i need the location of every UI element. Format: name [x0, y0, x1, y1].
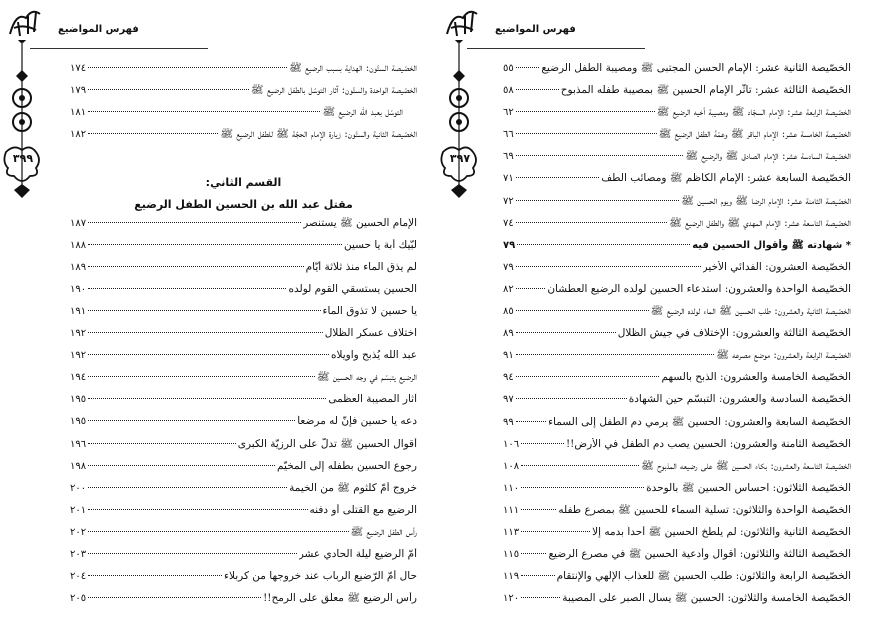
toc-entry-title: يا حسين لا تذوق الماء: [322, 304, 417, 317]
toc-entry[interactable]: [503, 128, 851, 150]
toc-entry-title: الخصّيصة الرابعة والثلاثون: طلب الحسين ﷺ للعذاب الإلهي والإنتقام: [556, 570, 851, 583]
toc-entry-title: الرضيع يتبسّم في وجه الحسين ﷺ: [316, 371, 417, 384]
dot-leader: [88, 133, 218, 134]
dot-leader: [88, 398, 326, 399]
header-rule: [467, 48, 645, 49]
toc-entry-title: التوسّل بعبد الله الرضيع ﷺ: [322, 106, 403, 119]
section-subheading: مقتل عبد الله بن الحسين الطفل الرضيع: [134, 198, 353, 212]
dot-leader: [516, 266, 701, 267]
calligraphy-logo-icon: [443, 4, 483, 42]
toc-entry-title: أمّ الرضيع ليلة الحادي عشر: [298, 547, 417, 560]
toc-entry[interactable]: [503, 305, 851, 327]
toc-entry-page: ١٧٤: [70, 63, 87, 74]
toc-entry[interactable]: [503, 84, 851, 106]
toc-entry[interactable]: [70, 84, 417, 106]
toc-entry-title: الخصّيصة الثانية والعشرون: طلب الحسين ﷺ الماء لولده الرضيع ﷺ: [650, 305, 851, 318]
dot-leader: [88, 354, 329, 355]
toc-entry[interactable]: [70, 415, 417, 437]
toc-entry-page: ١٩٥: [70, 416, 87, 428]
dot-leader: [88, 420, 295, 421]
toc-entry[interactable]: [503, 371, 851, 393]
toc-entry[interactable]: [70, 305, 417, 327]
toc-entry-page: ١٩٨: [70, 460, 87, 472]
running-header: فهرس المواضيع: [495, 24, 576, 35]
toc-entry[interactable]: [503, 504, 851, 526]
toc-entry-title: * شهادته ﷺ وأقوال الحسين فيه: [692, 239, 851, 251]
toc-entry-title: الخصّيصة الخامسة والثلاثون: الحسين ﷺ يسأل الصبر على المصيبة: [562, 592, 851, 605]
toc-entry[interactable]: [70, 460, 417, 482]
toc-entry-title: الخصّيصة الثانية والثلاثون: لم يلطّخ الحسين ﷺ أحداً بدمه إلّا: [592, 525, 851, 538]
dot-leader: [516, 155, 684, 156]
toc-entry[interactable]: [70, 393, 417, 415]
toc-entry[interactable]: [503, 416, 851, 438]
page-number: ٣٩٩: [12, 152, 34, 165]
dot-leader: [516, 133, 657, 134]
toc-entry[interactable]: [503, 195, 851, 217]
toc-list: [70, 62, 417, 614]
toc-entry-title: الخصّيصة الواحدة والثلاثون: تسلية السماء للحسين ﷺ بمصرع طفله: [558, 503, 851, 516]
toc-entry[interactable]: [503, 239, 851, 261]
dot-leader: [88, 266, 304, 267]
toc-entry-page: ١١١: [503, 504, 520, 516]
toc-entry-page: ١١٥: [503, 549, 520, 561]
toc-entry[interactable]: [70, 482, 417, 504]
dot-leader: [516, 421, 546, 422]
toc-entry-title: رجوع الحسين بطفله إلى المخيّم: [277, 459, 417, 472]
toc-entry-page: ٢٠٢: [70, 526, 87, 538]
toc-entry[interactable]: [70, 371, 417, 393]
toc-entry-title: خروج أمّ كلثوم ﷺ من الخيمة: [289, 481, 417, 494]
toc-entry-title: أقوال الحسين ﷺ تدلّ على الرزيّة الكبرى: [237, 437, 417, 450]
toc-entry-page: ١٨٧: [70, 217, 87, 229]
toc-entry-title: رأس الرضيع ﷺ معلّق على الرمح!!: [263, 592, 417, 605]
toc-entry-title: الحسين يستسقي القوم لولده: [288, 282, 417, 295]
dot-leader: [516, 376, 660, 377]
toc-entry-page: ٨٥: [503, 306, 514, 318]
dot-leader: [521, 509, 556, 510]
toc-entry-title: الخصّيصة الثانية والستّون: زيارة الإمام الحجّة ﷺ للطفل الرضيع ﷺ: [220, 128, 417, 141]
dot-leader: [88, 531, 348, 532]
toc-entry[interactable]: [70, 349, 417, 371]
toc-entry-title: الخصّيصة الرابعة والعشرون: موضع مصرعه ﷺ: [716, 349, 851, 362]
toc-entry-title: الخصّيصة السابعة عشر: الإمام الكاظم ﷺ ومصائب الطف: [601, 172, 851, 185]
dot-leader: [516, 177, 600, 178]
toc-entry-title: الخصّيصة السادسة عشر: الإمام الصادق ﷺ والرضيع ﷺ: [685, 150, 851, 163]
toc-entry[interactable]: [70, 570, 417, 592]
dot-leader: [521, 553, 546, 554]
dot-leader: [516, 288, 546, 289]
toc-entry-title: الخصّيصة الرابعة عشر: الإمام السجّاد ﷺ ومصيبة أخيه الرضيع ﷺ: [656, 106, 851, 119]
dot-leader: [88, 597, 261, 598]
dot-leader: [521, 531, 590, 532]
toc-entry-page: ١٩٢: [70, 328, 87, 340]
dot-leader: [88, 222, 301, 223]
toc-entry-page: ١٨٩: [70, 261, 87, 273]
dot-leader: [88, 111, 320, 112]
toc-entry-page: ١٨٨: [70, 239, 87, 251]
toc-entry-title: الخصّيصة الخامسة والعشرون: الذبح بالسهم: [661, 371, 851, 384]
toc-entry-page: ١٨٢: [70, 129, 87, 141]
toc-entry-page: ٩٤: [503, 372, 514, 384]
dot-leader: [521, 575, 555, 576]
toc-entry[interactable]: [70, 261, 417, 283]
toc-entry[interactable]: [503, 62, 851, 84]
toc-entry[interactable]: [70, 438, 417, 460]
toc-entry-title: الخصّيصة الستّون: الهداية بسبب الرضيع ﷺ: [289, 62, 417, 74]
toc-entry-page: ٢٠٣: [70, 548, 87, 560]
toc-entry-title: لبّيك أبة يا حسين: [343, 238, 417, 251]
toc-entry-page: ٨٢: [503, 283, 514, 295]
toc-entry-page: ٢٠٠: [70, 482, 87, 494]
toc-entry[interactable]: [70, 526, 417, 548]
header-rule: [30, 48, 208, 49]
toc-entry-title: عبد الله يُذبح واويلاه: [330, 349, 417, 362]
toc-entry-page: ١١٣: [503, 526, 520, 538]
ornament-icon: [437, 40, 481, 200]
toc-entry-page: ٦٩: [503, 151, 514, 163]
page-number: ٣٩٧: [449, 152, 471, 165]
toc-entry-title: الخصّيصة التاسعة والعشرون: بكاء الحسين ﷺ على رضيعه المذبوح ﷺ: [641, 459, 851, 472]
toc-entry[interactable]: [503, 327, 851, 349]
ornament-icon: [0, 40, 44, 200]
toc-entry[interactable]: [503, 283, 851, 305]
dot-leader: [88, 67, 287, 68]
toc-entry[interactable]: [70, 548, 417, 570]
dot-leader: [88, 465, 275, 466]
toc-entry-page: ٢٠٥: [70, 593, 87, 605]
toc-entry-page: ١٩٠: [70, 283, 87, 295]
toc-entry-page: ١٩٢: [70, 350, 87, 362]
toc-entry-title: الخصّيصة الثلاثون: احساس الحسين ﷺ بالوحدة: [646, 481, 851, 494]
dot-leader: [521, 597, 560, 598]
dot-leader: [516, 111, 655, 112]
dot-leader: [88, 487, 287, 488]
toc-entry[interactable]: [70, 239, 417, 261]
toc-entry-title: الخصّيصة الخامسة عشر: الإمام الباقر ﷺ وعمّهُ الطفل الرضيع ﷺ: [658, 128, 851, 141]
toc-entry-page: ١٢٠: [503, 593, 520, 605]
dot-leader: [521, 465, 639, 466]
toc-entry-title: الخصّيصة الواحدة والعشرون: استدعاء الحسين لولده الرضيع العطشان: [547, 282, 851, 295]
dot-leader: [517, 244, 690, 245]
toc-entry[interactable]: [503, 261, 851, 283]
toc-entry-page: ١١٠: [503, 482, 520, 494]
toc-entry-page: ١٨١: [70, 107, 87, 119]
toc-entry-title: لم يذق الماء منذ ثلاثة أيّام: [305, 260, 417, 273]
dot-leader: [88, 332, 323, 333]
toc-entry-title: الخصّيصة الثالثة والعشرون: الإختلاف في جيش الظلال: [617, 327, 851, 340]
toc-entry-page: ١٩٥: [70, 394, 87, 406]
dot-leader: [516, 200, 679, 201]
toc-entry[interactable]: [503, 150, 851, 172]
toc-entry-title: الخصّيصة الثالثة والثلاثون: أقوال وأدعية الحسين ﷺ في مصرع الرضيع: [548, 548, 851, 561]
toc-entry-title: الخصّيصة الثامنة عشر: الإمام الرضا ﷺ ويوم الحسين ﷺ: [681, 194, 851, 207]
toc-entry[interactable]: [503, 570, 851, 592]
toc-entry-page: ٩٩: [503, 416, 514, 428]
toc-entry-page: ١٩٤: [70, 372, 87, 384]
toc-entry-page: ١١٩: [503, 571, 520, 583]
toc-entry-title: الرضيع مع القتلى أو دفنه: [309, 503, 417, 516]
toc-entry-title: الخصّيصة الثامنة والعشرون: الحسين يصب دم الطفل في الأرض!!: [565, 437, 851, 450]
toc-entry[interactable]: [503, 438, 851, 460]
toc-entry-title: حال أمّ الرّضيع الرباب عند خروجها من كربلاء: [224, 570, 417, 583]
dot-leader: [88, 575, 222, 576]
toc-entry-page: ١٩١: [70, 305, 87, 317]
dot-leader: [88, 443, 236, 444]
toc-entry[interactable]: [503, 482, 851, 504]
toc-entry-page: ٧١: [503, 173, 514, 185]
dot-leader: [88, 244, 342, 245]
toc-entry-page: ١٧٩: [70, 85, 87, 97]
dot-leader: [516, 310, 649, 311]
dot-leader: [88, 376, 315, 377]
dot-leader: [516, 89, 559, 90]
toc-entry-page: ١٩٦: [70, 438, 87, 450]
dot-leader: [88, 288, 286, 289]
toc-entry-page: ٧٢: [503, 195, 514, 207]
toc-entry[interactable]: [70, 62, 417, 84]
toc-entry[interactable]: [70, 217, 417, 239]
toc-entry-title: الخصّيصة الثالثة عشر: تأثّر الإمام الحسين ﷺ بمصيبة طفله المذبوح: [560, 84, 851, 97]
toc-entry-page: ٩١: [503, 350, 514, 362]
toc-entry[interactable]: [503, 172, 851, 194]
dot-leader: [516, 332, 616, 333]
toc-entry-title: دعه يا حسين فإنّ له مرضعاً: [297, 415, 417, 428]
toc-entry-page: ١٠٨: [503, 460, 520, 472]
toc-entry[interactable]: [70, 106, 417, 128]
toc-entry[interactable]: [503, 349, 851, 371]
toc-entry-title: الخصّيصة الواحدة والستّون: آثار التوسّل بالطفل الرضيع ﷺ: [250, 84, 417, 97]
dot-leader: [88, 553, 297, 554]
toc-entry-page: ٦٦: [503, 129, 514, 141]
toc-entry-page: ٧٤: [503, 217, 514, 229]
toc-entry-title: الخصّيصة العشرون: الفدائي الأخير: [702, 260, 851, 273]
toc-entry-title: اختلاف عسكر الظلال: [324, 327, 417, 340]
toc-entry-title: الخصّيصة السابعة والعشرون: الحسين ﷺ يرمي دم الطفل إلى السماء: [548, 415, 851, 428]
toc-entry-title: الخصّيصة السادسة والعشرون: التبسّم حين الشهادة: [628, 393, 851, 406]
dot-leader: [88, 89, 249, 90]
toc-entry[interactable]: [70, 128, 417, 150]
dot-leader: [521, 487, 644, 488]
toc-entry[interactable]: [503, 393, 851, 415]
toc-entry-page: ٢٠١: [70, 504, 87, 516]
toc-entry[interactable]: [503, 548, 851, 570]
toc-entry[interactable]: [503, 526, 851, 548]
calligraphy-logo-icon: [6, 4, 46, 42]
toc-entry[interactable]: [503, 106, 851, 128]
toc-entry-title: رأس الطفل الرضيع ﷺ: [350, 525, 417, 538]
dot-leader: [88, 310, 320, 311]
toc-entry-page: ٨٩: [503, 328, 514, 340]
toc-entry-title: الإمام الحسين ﷺ يستنصر: [303, 216, 417, 229]
dot-leader: [516, 67, 540, 68]
dot-leader: [516, 354, 714, 355]
toc-entry-title: الخصّيصة الثانية عشر: الإمام الحسن المجتبى ﷺ ومصيبة الطفل الرضيع: [541, 62, 851, 74]
toc-entry-page: ٩٧: [503, 394, 514, 406]
toc-entry-title: الخصّيصة التاسعة عشر: الإمام المهدي ﷺ والطفل الرضيع ﷺ: [669, 216, 851, 229]
section-heading: القسم الثاني:: [205, 176, 282, 190]
toc-entry[interactable]: [70, 592, 417, 614]
toc-entry-page: ٧٩: [503, 239, 516, 251]
dot-leader: [516, 222, 667, 223]
dot-leader: [88, 509, 307, 510]
toc-entry-title: آثار المصيبة العظمى: [328, 393, 417, 406]
toc-entry-page: ٥٥: [503, 63, 514, 74]
toc-entry[interactable]: [503, 592, 851, 614]
running-header: فهرس المواضيع: [58, 24, 139, 35]
toc-list: [503, 62, 851, 614]
toc-entry-page: ١٠٦: [503, 438, 520, 450]
toc-entry-page: ٧٩: [503, 261, 514, 273]
toc-entry[interactable]: [503, 460, 851, 482]
toc-entry-page: ٥٨: [503, 85, 514, 97]
toc-entry-page: ٦٢: [503, 107, 514, 119]
toc-entry[interactable]: [70, 504, 417, 526]
toc-entry-page: ٢٠٤: [70, 571, 87, 583]
right-page: [437, 0, 874, 639]
toc-entry[interactable]: [70, 327, 417, 349]
toc-entry[interactable]: [70, 283, 417, 305]
dot-leader: [516, 398, 627, 399]
dot-leader: [521, 443, 564, 444]
toc-entry[interactable]: [503, 217, 851, 239]
